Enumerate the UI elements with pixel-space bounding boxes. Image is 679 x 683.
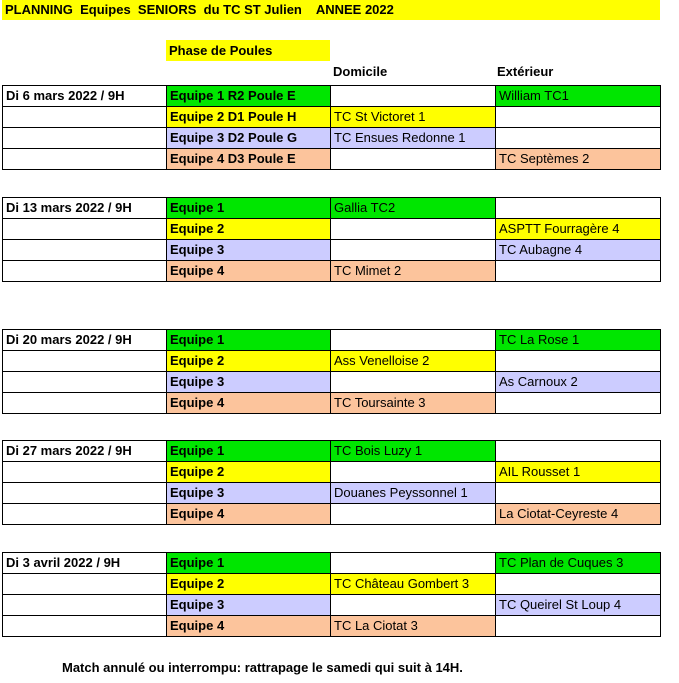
home-cell: TC Château Gombert 3	[331, 574, 496, 595]
date-cell: Di 27 mars 2022 / 9H	[3, 441, 167, 462]
schedule-table	[2, 329, 661, 414]
team-cell: Equipe 3	[167, 240, 331, 261]
date-cell	[3, 261, 167, 282]
team-cell: Equipe 1	[167, 553, 331, 574]
away-cell	[496, 107, 661, 128]
table-row	[3, 574, 661, 595]
table-row	[3, 504, 661, 525]
schedule-block	[2, 85, 661, 170]
schedule-table	[2, 552, 661, 637]
team-cell: Equipe 3	[167, 372, 331, 393]
table-row	[3, 128, 661, 149]
date-cell: Di 6 mars 2022 / 9H	[3, 86, 167, 107]
home-cell: TC La Ciotat 3	[331, 616, 496, 637]
table-row	[3, 553, 661, 574]
home-cell: TC Toursainte 3	[331, 393, 496, 414]
table-row	[3, 616, 661, 637]
team-cell: Equipe 1 R2 Poule E	[167, 86, 331, 107]
schedule-block	[2, 197, 661, 282]
date-cell	[3, 462, 167, 483]
home-cell: TC Mimet 2	[331, 261, 496, 282]
footer-note: Match annulé ou interrompu: rattrapage le samedi qui suit à 14H.	[62, 660, 463, 675]
date-cell	[3, 504, 167, 525]
team-cell: Equipe 4	[167, 393, 331, 414]
away-cell	[496, 616, 661, 637]
away-cell	[496, 351, 661, 372]
home-cell	[331, 330, 496, 351]
date-cell	[3, 393, 167, 414]
home-cell: TC Bois Luzy 1	[331, 441, 496, 462]
home-cell	[331, 372, 496, 393]
away-cell: William TC1	[496, 86, 661, 107]
away-cell: TC Queirel St Loup 4	[496, 595, 661, 616]
table-row	[3, 372, 661, 393]
column-header-away: Extérieur	[497, 64, 554, 79]
schedule-block	[2, 440, 661, 525]
date-cell	[3, 616, 167, 637]
date-cell	[3, 483, 167, 504]
table-row	[3, 149, 661, 170]
home-cell: TC St Victoret 1	[331, 107, 496, 128]
home-cell	[331, 595, 496, 616]
team-cell: Equipe 2	[167, 219, 331, 240]
table-row	[3, 441, 661, 462]
away-cell	[496, 128, 661, 149]
date-cell: Di 13 mars 2022 / 9H	[3, 198, 167, 219]
team-cell: Equipe 1	[167, 330, 331, 351]
away-cell: La Ciotat-Ceyreste 4	[496, 504, 661, 525]
phase-label: Phase de Poules	[166, 40, 330, 61]
home-cell	[331, 149, 496, 170]
date-cell	[3, 372, 167, 393]
away-cell: TC Aubagne 4	[496, 240, 661, 261]
date-cell	[3, 574, 167, 595]
team-cell: Equipe 3	[167, 595, 331, 616]
date-cell	[3, 240, 167, 261]
table-row	[3, 462, 661, 483]
schedule-block	[2, 329, 661, 414]
team-cell: Equipe 3	[167, 483, 331, 504]
table-row	[3, 107, 661, 128]
date-cell	[3, 128, 167, 149]
table-row	[3, 198, 661, 219]
team-cell: Equipe 2	[167, 462, 331, 483]
team-cell: Equipe 2	[167, 351, 331, 372]
away-cell: TC Septèmes 2	[496, 149, 661, 170]
date-cell: Di 20 mars 2022 / 9H	[3, 330, 167, 351]
home-cell	[331, 553, 496, 574]
team-cell: Equipe 1	[167, 441, 331, 462]
team-cell: Equipe 1	[167, 198, 331, 219]
table-row	[3, 330, 661, 351]
away-cell	[496, 198, 661, 219]
away-cell: As Carnoux 2	[496, 372, 661, 393]
home-cell	[331, 462, 496, 483]
table-row	[3, 483, 661, 504]
team-cell: Equipe 4	[167, 261, 331, 282]
home-cell	[331, 504, 496, 525]
date-cell	[3, 149, 167, 170]
away-cell: AIL Rousset 1	[496, 462, 661, 483]
team-cell: Equipe 4	[167, 504, 331, 525]
home-cell: Douanes Peyssonnel 1	[331, 483, 496, 504]
away-cell: TC Plan de Cuques 3	[496, 553, 661, 574]
home-cell: Gallia TC2	[331, 198, 496, 219]
schedule-table	[2, 85, 661, 170]
table-row	[3, 219, 661, 240]
column-header-home: Domicile	[333, 64, 388, 79]
table-row	[3, 261, 661, 282]
table-row	[3, 240, 661, 261]
date-cell	[3, 595, 167, 616]
away-cell	[496, 483, 661, 504]
team-cell: Equipe 2 D1 Poule H	[167, 107, 331, 128]
team-cell: Equipe 2	[167, 574, 331, 595]
away-cell: ASPTT Fourragère 4	[496, 219, 661, 240]
team-cell: Equipe 4	[167, 616, 331, 637]
away-cell: TC La Rose 1	[496, 330, 661, 351]
team-cell: Equipe 4 D3 Poule E	[167, 149, 331, 170]
table-row	[3, 393, 661, 414]
schedule-table	[2, 197, 661, 282]
away-cell	[496, 393, 661, 414]
table-row	[3, 595, 661, 616]
team-cell: Equipe 3 D2 Poule G	[167, 128, 331, 149]
date-cell: Di 3 avril 2022 / 9H	[3, 553, 167, 574]
away-cell	[496, 441, 661, 462]
away-cell	[496, 574, 661, 595]
table-row	[3, 351, 661, 372]
home-cell	[331, 240, 496, 261]
date-cell	[3, 219, 167, 240]
date-cell	[3, 107, 167, 128]
home-cell: Ass Venelloise 2	[331, 351, 496, 372]
date-cell	[3, 351, 167, 372]
page-title: PLANNING Equipes SENIORS du TC ST Julien ANNEE 2022	[2, 0, 660, 20]
schedule-block	[2, 552, 661, 637]
home-cell: TC Ensues Redonne 1	[331, 128, 496, 149]
home-cell	[331, 86, 496, 107]
away-cell	[496, 261, 661, 282]
table-row	[3, 86, 661, 107]
schedule-table	[2, 440, 661, 525]
home-cell	[331, 219, 496, 240]
